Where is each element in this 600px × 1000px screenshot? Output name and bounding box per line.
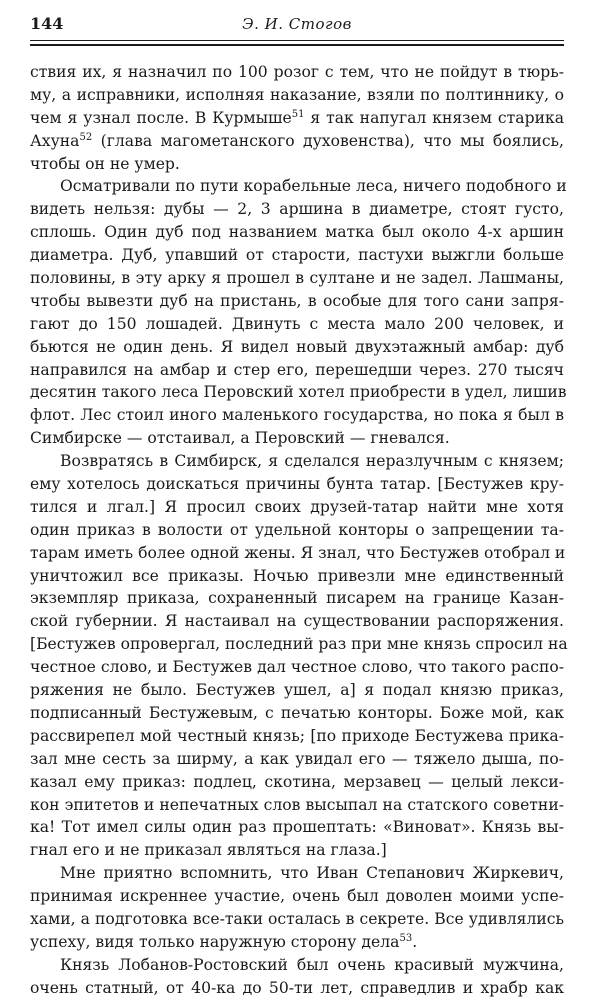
text-line: бьются не один день. Я видел новый двухэтажный амбар: дуб	[30, 337, 564, 356]
paragraph-first-line: Мне приятно вспомнить, что Иван Степанович Жиркевич,	[60, 864, 564, 883]
text-line: гнал его и не приказал являться на глаза.]	[30, 841, 387, 860]
header-rule	[30, 40, 564, 46]
text-line: кон эпитетов и непечатных слов высыпал на статского советни-	[30, 795, 564, 814]
text-line: Симбирске — отстаивал, а Перовский — гневался.	[30, 429, 450, 448]
text-line: половины, в эту арку я прошел в султане и не задел. Лашманы,	[30, 269, 564, 288]
text-line: чтобы вывезти дуб на пристань, в особые для того сани запря-	[30, 291, 564, 310]
text-line: ряжения не было. Бестужев ушел, а] я подал князю приказ,	[30, 681, 564, 700]
text-line: ской губернии. Я настаивал на существовании распоряжения.	[30, 612, 564, 631]
text-line: [Бестужев опровергал, последний раз при мне князь спросил на	[30, 635, 568, 654]
page-number: 144	[30, 14, 64, 33]
text-line: один приказ в волости от удельной конторы о запрещении та-	[30, 520, 564, 539]
text-line: честное слово, и Бестужев дал честное слово, что такого распо-	[30, 658, 564, 677]
text-line: чтобы он не умер.	[30, 154, 180, 173]
text-line: ему хотелось доискаться причины бунта татар. [Бестужев кру-	[30, 475, 564, 494]
text-line: направился на амбар и стер его, перешедши через. 270 тысяч	[30, 360, 564, 379]
text-line: казал ему приказ: подлец, скотина, мерзавец — целый лекси-	[30, 772, 564, 791]
text-line: десятин такого леса Перовский хотел приобрести в удел, лишив	[30, 383, 567, 402]
text-line: тился и лгал.] Я просил своих друзей-татар найти мне хотя	[30, 497, 564, 516]
text-line: хами, а подготовка все-таки осталась в секрете. Все удивлялись	[30, 909, 564, 928]
body-text	[30, 61, 568, 1000]
footnote-ref-52: 52	[79, 131, 93, 143]
page-header	[30, 14, 564, 36]
text-line: диаметра. Дуб, упавший от старости, пастухи выжгли больше	[30, 246, 564, 265]
paragraph-first-line: Князь Лобанов-Ростовский был очень красивый мужчина,	[60, 955, 564, 974]
text-line: экземпляр приказа, сохраненный писарем на границе Казан-	[30, 589, 564, 608]
text-line: подписанный Бестужевым, с печатью конторы. Боже мой, как	[30, 703, 564, 722]
text-line: видеть нельзя: дубы — 2, 3 аршина в диаметре, стоят густо,	[30, 200, 564, 219]
text-line: Ахуна$^{52}$ (глава магометанского духовенства), что мы боялись,	[30, 131, 564, 150]
text-line: гают до 150 лошадей. Двинуть с места мало 200 человек, и	[30, 314, 564, 333]
text-line: сплошь. Один дуб под названием матка был около 4-х аршин	[30, 223, 564, 242]
running-head: Э. И. Стогов	[242, 15, 352, 33]
text-line: успеху, видя только наружную сторону дела$^{53}$.	[30, 932, 418, 951]
text-line: чем я узнал после. В Курмыше$^{51}$ я так напугал князем старика	[30, 108, 565, 127]
text-line: принимая искреннее участие, очень был доволен моими успе-	[30, 887, 564, 906]
text-line: рассвирепел мой честный князь; [по приходе Бестужева прика-	[30, 726, 564, 745]
text-line: му, а исправники, исполняя наказание, взяли по полтиннику, о	[30, 85, 564, 104]
footnote-ref-51: 51	[291, 108, 305, 120]
text-line: ка! Тот имел силы один раз прошептать: «Виноват». Князь вы-	[30, 818, 564, 837]
paragraph-first-line: Возвратясь в Симбирск, я сделался неразлучным с князем;	[60, 452, 564, 471]
text-line: зал мне сесть за ширму, а как увидал его — тяжело дыша, по-	[30, 749, 564, 768]
paragraph-first-line: Осматривали по пути корабельные леса, ничего подобного и	[60, 177, 567, 196]
text-line: тарам иметь более одной жены. Я знал, что Бестужев отобрал и	[30, 543, 566, 562]
text-line: флот. Лес стоил иного маленького государства, но пока я был в	[30, 406, 564, 425]
text-line: очень статный, от 40-ка до 50-ти лет, справедлив и храбр как	[30, 978, 564, 997]
footnote-ref-53: 53	[399, 932, 413, 944]
text-line: ствия их, я назначил по 100 розог с тем, что не пойдут в тюрь-	[30, 63, 564, 81]
text-line: уничтожил все приказы. Ночью привезли мне единственный	[30, 566, 564, 585]
